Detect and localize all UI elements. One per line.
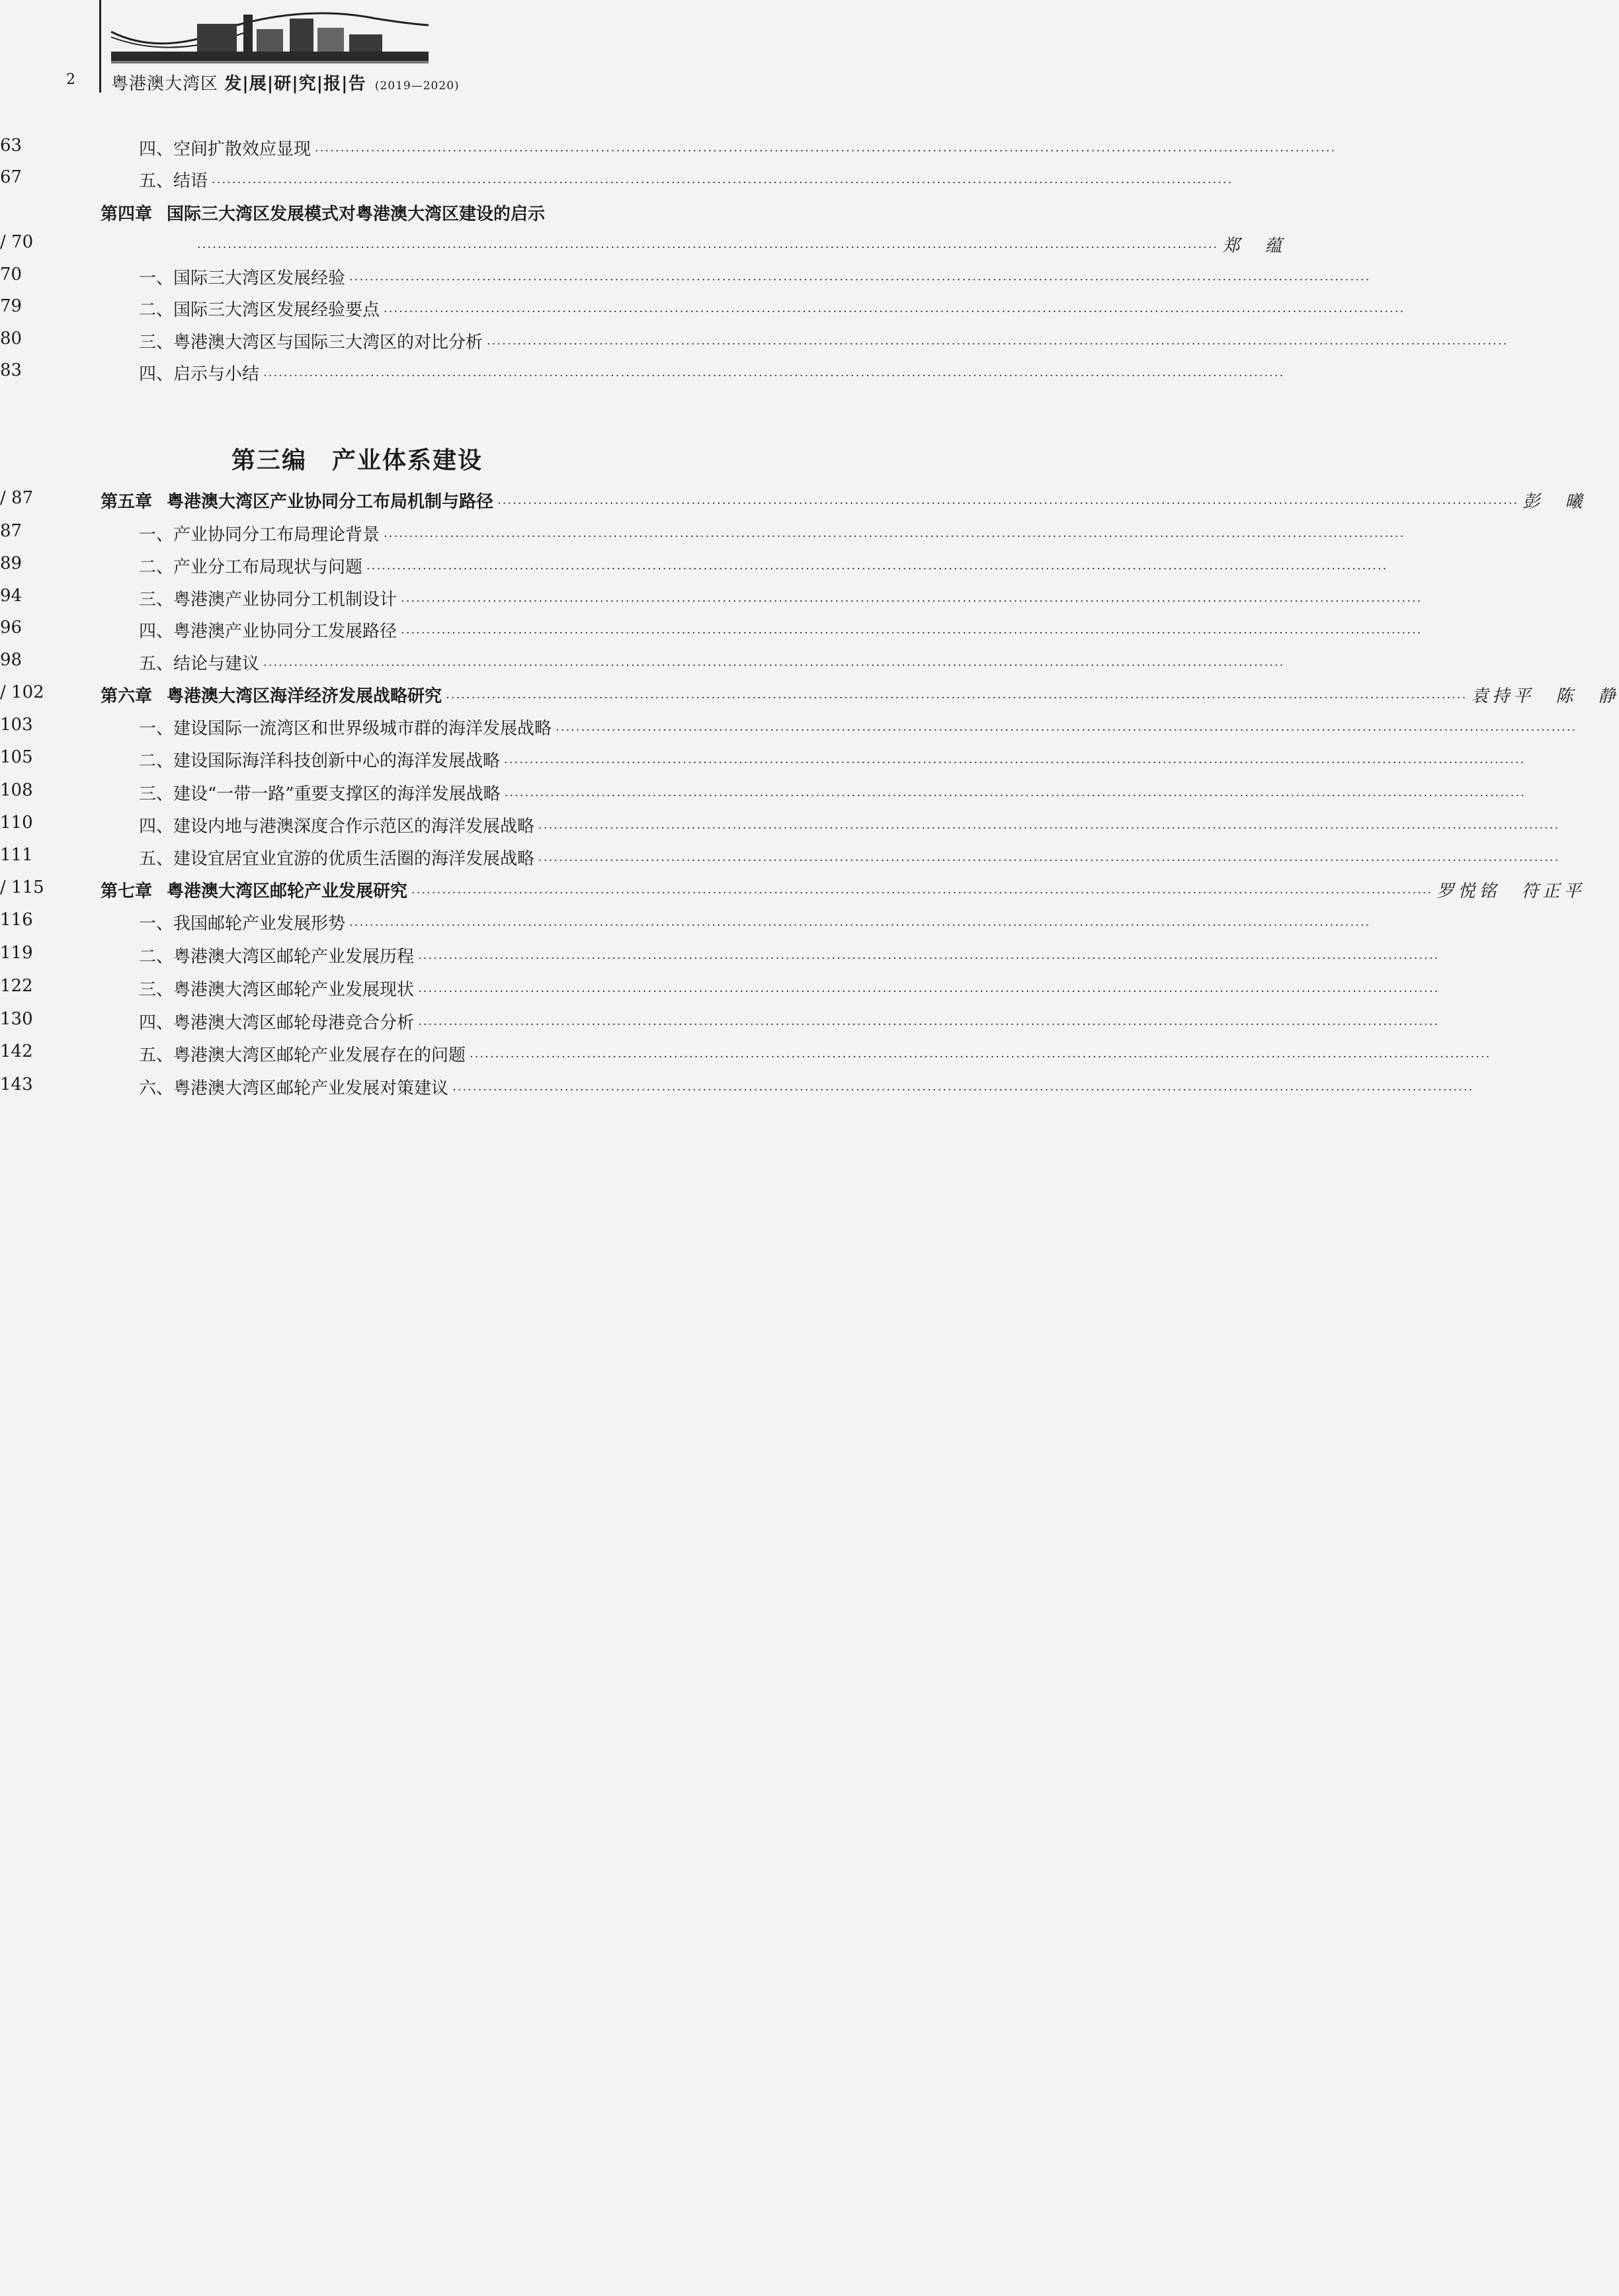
toc-entry-title: 四、启示与小结 <box>139 364 260 384</box>
toc-page-number: 108 <box>0 780 33 800</box>
toc-page-number: 103 <box>0 715 33 735</box>
toc-chapter-title: 国际三大湾区发展模式对粤港澳大湾区建设的启示 <box>167 204 546 224</box>
dot-leader: ········································································································································································································ <box>263 659 1285 673</box>
toc-chapter <box>0 682 1619 712</box>
toc-author-line <box>0 232 1286 261</box>
toc-page-number: 122 <box>0 976 33 996</box>
section-title: 第三编 产业体系建设 <box>231 446 483 474</box>
dot-leader: ········································································································································································································ <box>411 886 1433 900</box>
toc-page-number: 83 <box>0 360 22 380</box>
book-title-rest: 发|展|研|究|报|告 <box>224 74 366 94</box>
toc-page-number: 110 <box>0 813 33 833</box>
dot-leader: ········································································································································································································ <box>538 821 1560 835</box>
toc-page-number: 80 <box>0 329 22 348</box>
toc-entry-title: 一、建设国际一流湾区和世界级城市群的海洋发展战略 <box>139 719 552 739</box>
toc-page-number: 79 <box>0 296 22 316</box>
toc-chapter <box>0 488 1587 517</box>
dot-leader: ········································································································································································································ <box>401 594 1423 608</box>
book-title <box>111 70 460 95</box>
toc-page-number: 94 <box>0 586 22 606</box>
toc-page-number: 89 <box>0 554 22 573</box>
toc-entry <box>0 1075 1474 1104</box>
dot-leader: ········································································································································································································ <box>452 1083 1474 1097</box>
toc-entry <box>0 329 1509 358</box>
toc-entry-title: 五、建设宜居宜业宜游的优质生活圈的海洋发展战略 <box>139 849 535 869</box>
toc-entry <box>0 586 1423 615</box>
toc-entry <box>0 521 1405 550</box>
toc-chapter-number: 第七章 <box>101 882 153 901</box>
toc-page-number: 63 <box>0 136 22 155</box>
toc-entry-title: 四、粤港澳产业协同分工发展路径 <box>139 622 397 641</box>
toc-entry-title: 二、建设国际海洋科技创新中心的海洋发展战略 <box>139 751 501 771</box>
toc-page-number: / 70 <box>0 232 34 252</box>
toc-author: 袁持平 陈 静 <box>1471 686 1619 706</box>
toc-entry-title: 三、建设“一带一路”重要支撑区的海洋发展战略 <box>139 784 501 804</box>
toc-entry-title: 三、粤港澳产业协同分工机制设计 <box>139 590 397 610</box>
dot-leader: ········································································································································································································ <box>504 789 1526 803</box>
dot-leader: ········································································································································································································ <box>315 144 1337 158</box>
toc-entry <box>0 943 1440 972</box>
toc-entry <box>0 715 1577 744</box>
toc-entry <box>0 910 1371 939</box>
toc-page-number: 105 <box>0 747 33 767</box>
toc-entry <box>0 976 1440 1005</box>
toc-page-number: 70 <box>0 265 22 284</box>
toc-page-number: 130 <box>0 1009 33 1029</box>
toc-page-number: 111 <box>0 845 33 865</box>
dot-leader: ········································································································································································································ <box>487 337 1509 351</box>
dot-leader: ········································································································································································································ <box>197 241 1219 255</box>
toc-chapter-heading <box>101 200 545 225</box>
dot-leader: ········································································································································································································ <box>470 1050 1491 1064</box>
toc-entry-title: 四、粤港澳大湾区邮轮母港竞合分析 <box>139 1013 415 1033</box>
toc-entry-title: 二、产业分工布局现状与问题 <box>139 557 363 577</box>
toc-entry <box>0 845 1560 874</box>
dot-leader: ········································································································································································································ <box>504 756 1526 770</box>
dot-leader: ········································································································································································································ <box>384 530 1405 544</box>
toc-page-number: 142 <box>0 1042 33 1061</box>
toc-entry-title: 四、建设内地与港澳深度合作示范区的海洋发展战略 <box>139 817 535 837</box>
toc-page-number: / 102 <box>0 682 44 702</box>
toc-entry <box>0 554 1388 583</box>
toc-chapter <box>0 200 714 229</box>
page-number: 2 <box>66 71 75 88</box>
dot-leader: ········································································································································································································ <box>401 626 1423 640</box>
toc-page-number: 143 <box>0 1075 33 1094</box>
toc-page-number: / 87 <box>0 488 34 508</box>
toc-chapter-number: 第五章 <box>101 492 153 512</box>
toc-entry <box>0 747 1526 776</box>
dot-leader: ········································································································································································································ <box>263 369 1285 383</box>
toc-entry-title: 一、我国邮轮产业发展形势 <box>139 914 346 934</box>
header-divider <box>99 0 101 93</box>
toc-entry <box>0 780 1526 809</box>
toc-entry <box>0 296 1405 325</box>
dot-leader: ········································································································································································································ <box>497 497 1519 511</box>
toc-page-number: 87 <box>0 521 22 541</box>
book-title-main: 粤港澳大湾区 <box>111 74 219 94</box>
toc-entry-title: 二、粤港澳大湾区邮轮产业发展历程 <box>139 947 415 967</box>
toc-entry-title: 二、国际三大湾区发展经验要点 <box>139 300 380 320</box>
toc-entry <box>0 813 1560 842</box>
toc-page-number: 119 <box>0 943 33 963</box>
toc-page-number: 67 <box>0 167 22 187</box>
toc-entry <box>0 265 1371 294</box>
toc-entry <box>0 136 1337 165</box>
dot-leader: ········································································································································································································ <box>446 691 1468 705</box>
toc-entry-title: 一、国际三大湾区发展经验 <box>139 268 346 288</box>
toc-chapter-number: 第四章 <box>101 204 153 224</box>
toc-entry-title: 三、粤港澳大湾区与国际三大湾区的对比分析 <box>139 333 483 352</box>
toc-author: 郑 蕴 <box>1222 236 1286 256</box>
dot-leader: ········································································································································································································ <box>556 723 1577 737</box>
dot-leader: ········································································································································································································ <box>418 952 1440 965</box>
toc-page-number: 98 <box>0 650 22 670</box>
toc-entry <box>0 360 1285 390</box>
toc-page-number: 96 <box>0 618 22 637</box>
toc-entry-title: 五、粤港澳大湾区邮轮产业发展存在的问题 <box>139 1046 466 1065</box>
dot-leader: ········································································································································································································ <box>418 1018 1440 1032</box>
dot-leader: ········································································································································································································ <box>538 854 1560 868</box>
toc-entry <box>0 650 1285 679</box>
dot-leader: ········································································································································································································ <box>384 305 1405 319</box>
toc-chapter-title: 粤港澳大湾区邮轮产业发展研究 <box>167 882 408 901</box>
dot-leader: ········································································································································································································ <box>349 919 1371 932</box>
toc-author: 彭 曦 <box>1522 492 1587 512</box>
toc-entry-title: 三、粤港澳大湾区邮轮产业发展现状 <box>139 980 415 1000</box>
toc-page-number: 116 <box>0 910 33 930</box>
toc-entry-title: 一、产业协同分工布局理论背景 <box>139 525 380 545</box>
toc-entry-title: 五、结论与建议 <box>139 654 260 674</box>
toc-chapter-title: 粤港澳大湾区产业协同分工布局机制与路径 <box>167 492 494 512</box>
dot-leader: ········································································································································································································ <box>349 273 1371 287</box>
toc-author: 罗悦铭 符正平 <box>1436 882 1585 901</box>
toc-chapter <box>0 878 1585 907</box>
toc-entry-title: 四、空间扩散效应显现 <box>139 140 311 159</box>
toc-chapter-number: 第六章 <box>101 686 153 706</box>
toc-entry <box>0 1009 1440 1038</box>
toc-chapter-title: 粤港澳大湾区海洋经济发展战略研究 <box>167 686 442 706</box>
toc-page-number: / 115 <box>0 878 44 897</box>
toc-entry <box>0 618 1423 647</box>
dot-leader: ········································································································································································································ <box>366 562 1388 576</box>
skyline-illustration <box>111 5 429 69</box>
dot-leader: ········································································································································································································ <box>418 985 1440 999</box>
dot-leader: ········································································································································································································ <box>212 176 1233 190</box>
toc-entry-title: 五、结语 <box>139 171 208 191</box>
toc-entry <box>0 1042 1491 1071</box>
toc-entry <box>0 167 1233 196</box>
book-title-years: (2019—2020) <box>374 79 460 93</box>
toc-entry-title: 六、粤港澳大湾区邮轮产业发展对策建议 <box>139 1079 449 1098</box>
